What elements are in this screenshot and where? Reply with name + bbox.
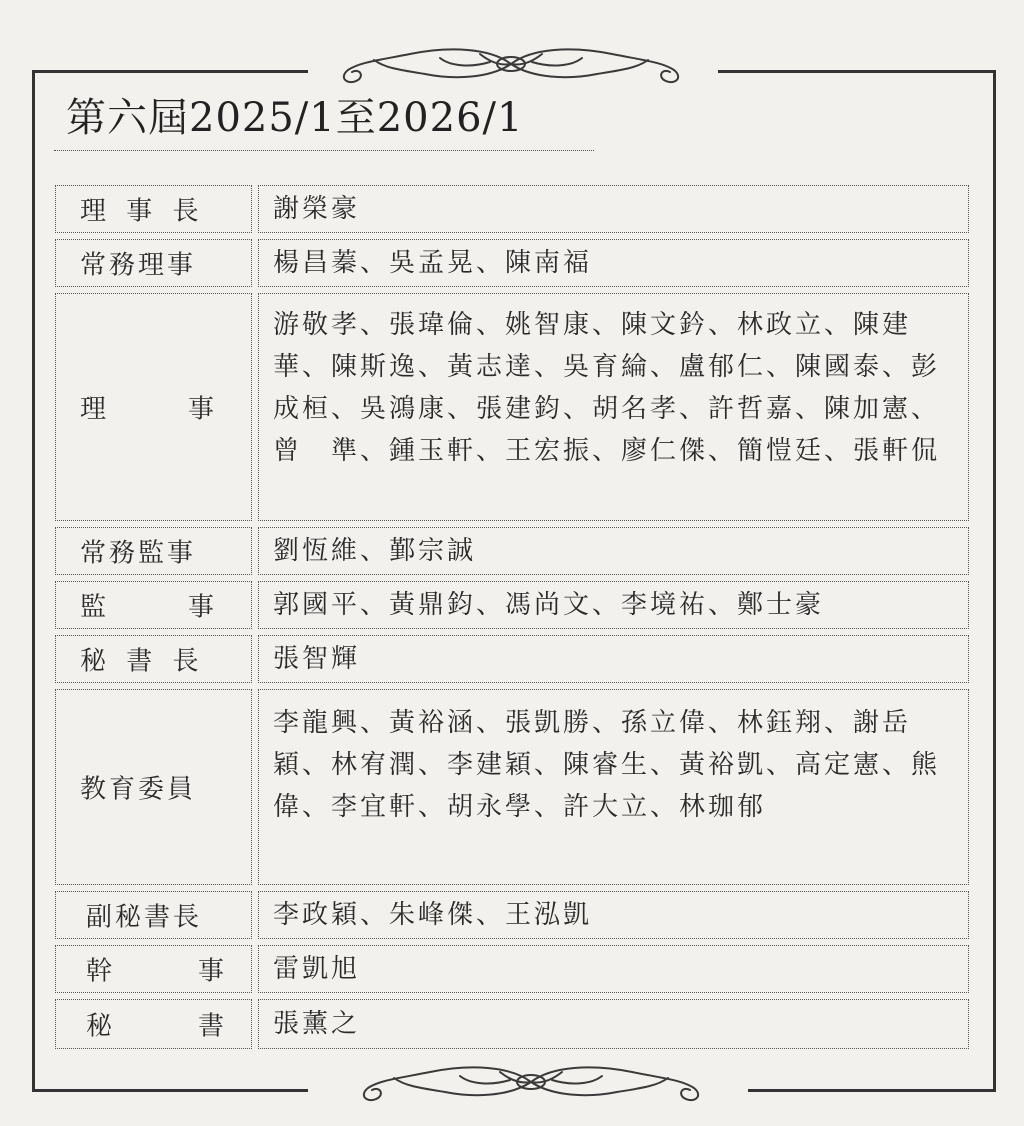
role-label: 副秘書長 bbox=[86, 902, 203, 933]
names-list: 李龍興、黃裕涵、張凱勝、孫立偉、林鈺翔、謝岳穎、林宥潤、李建穎、陳睿生、黃裕凱、高定憲、熊 偉、李宜軒、胡永學、許大立、林珈郁 bbox=[273, 708, 970, 822]
role-cell bbox=[55, 945, 252, 993]
roster-row-education-committee bbox=[55, 689, 969, 885]
names-list: 李政穎、朱峰傑、王泓凱 bbox=[273, 900, 593, 930]
role-label: 秘 書 bbox=[86, 1011, 227, 1042]
names-cell bbox=[258, 581, 969, 629]
roster-row-deputy-secretary-general bbox=[55, 891, 969, 939]
names-cell bbox=[258, 891, 969, 939]
names-cell bbox=[258, 635, 969, 683]
names-list: 劉恆維、鄞宗誠 bbox=[273, 536, 477, 566]
role-cell bbox=[55, 527, 252, 575]
frame-right-line bbox=[993, 70, 996, 1092]
roster-row-secretary bbox=[55, 999, 969, 1049]
names-list: 楊昌蓁、吳孟晃、陳南福 bbox=[273, 248, 593, 278]
role-label: 常務監事 bbox=[80, 538, 197, 569]
frame-left-line bbox=[32, 70, 35, 1092]
names-list: 雷凱旭 bbox=[273, 954, 361, 984]
frame-top-left-line bbox=[32, 70, 308, 73]
role-label: 常務理事 bbox=[80, 250, 197, 281]
names-list: 張薰之 bbox=[273, 1009, 361, 1039]
role-cell bbox=[55, 239, 252, 287]
role-label: 理 事 bbox=[80, 394, 216, 425]
title-divider bbox=[54, 150, 594, 151]
frame-top-right-line bbox=[718, 70, 996, 73]
names-list: 謝榮豪 bbox=[273, 194, 361, 224]
role-cell bbox=[55, 999, 252, 1049]
roster-row-secretary-general bbox=[55, 635, 969, 683]
names-list: 游敬孝、張瑋倫、姚智康、陳文鈐、林政立、陳建華、陳斯逸、黃志達、吳育綸、盧郁仁、陳國泰、彭成桓、吳鴻康、張建鈞、胡名孝、許哲嘉、陳加憲、曾 準、鍾玉軒、王宏振、廖仁傑、簡愷廷、張軒侃 bbox=[273, 310, 941, 466]
role-cell bbox=[55, 635, 252, 683]
role-cell bbox=[55, 689, 252, 885]
role-label: 理 事 長 bbox=[80, 196, 205, 227]
role-cell bbox=[55, 293, 252, 521]
names-cell bbox=[258, 689, 969, 885]
roster-row-directors bbox=[55, 293, 969, 521]
role-cell bbox=[55, 185, 252, 233]
names-cell bbox=[258, 185, 969, 233]
roster-row-chairman bbox=[55, 185, 969, 233]
role-label: 秘 書 長 bbox=[80, 646, 205, 677]
role-label: 教育委員 bbox=[80, 774, 197, 805]
page-title: 第六屆2025/1至2026/1 bbox=[66, 95, 524, 141]
names-cell bbox=[258, 293, 969, 521]
flourish-scroll-icon bbox=[330, 40, 692, 88]
flourish-scroll-icon bbox=[350, 1058, 712, 1106]
roster-row-supervisors bbox=[55, 581, 969, 629]
names-cell bbox=[258, 945, 969, 993]
role-label: 監 事 bbox=[80, 592, 216, 623]
names-cell bbox=[258, 999, 969, 1049]
roster-row-officer bbox=[55, 945, 969, 993]
names-list: 張智輝 bbox=[273, 644, 361, 674]
names-cell bbox=[258, 527, 969, 575]
frame-bottom-right-line bbox=[748, 1089, 996, 1092]
role-cell bbox=[55, 891, 252, 939]
names-list: 郭國平、黃鼎鈞、馮尚文、李境祐、鄭士豪 bbox=[273, 590, 825, 620]
role-cell bbox=[55, 581, 252, 629]
roster-row-executive-directors bbox=[55, 239, 969, 287]
names-cell bbox=[258, 239, 969, 287]
frame-bottom-left-line bbox=[32, 1089, 308, 1092]
role-label: 幹 事 bbox=[86, 956, 227, 987]
roster-row-executive-supervisor bbox=[55, 527, 969, 575]
